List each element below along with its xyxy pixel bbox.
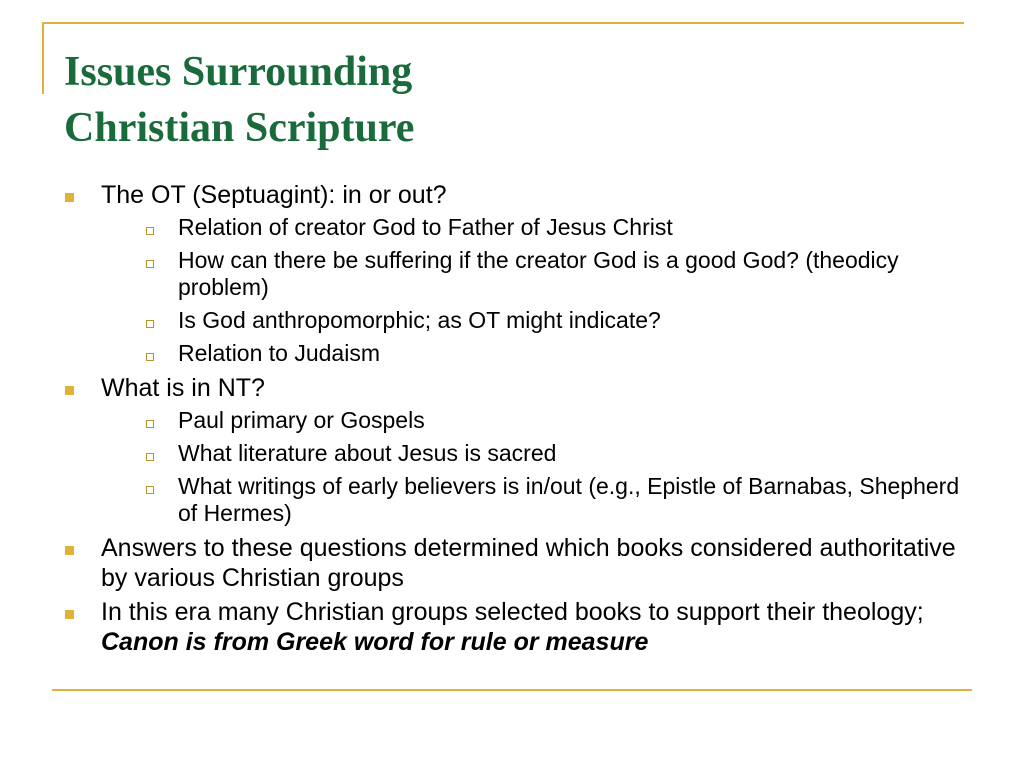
bullet-ot <box>60 180 970 367</box>
bullet-text: Answers to these questions determined which books considered authoritative by various Christian groups <box>101 534 956 592</box>
hollow-square-bullet-icon <box>146 353 154 361</box>
sub-bullet-text: Relation to Judaism <box>178 340 380 366</box>
square-bullet-icon <box>65 546 74 555</box>
bullet-answers <box>60 533 970 593</box>
canon-definition-emphasis: Canon is from Greek word for rule or measure <box>101 628 649 656</box>
square-bullet-icon <box>65 386 74 395</box>
bullet-canon <box>60 597 970 657</box>
hollow-square-bullet-icon <box>146 420 154 428</box>
sub-bullet-text: How can there be suffering if the creator God is a good God? (theodicy problem) <box>178 247 899 300</box>
sub-bullet-text: What writings of early believers is in/out (e.g., Epistle of Barnabas, Shepherd of Hermes) <box>178 473 960 526</box>
sub-bullet <box>101 340 970 367</box>
sub-bullet-list <box>101 214 970 367</box>
top-rule <box>42 22 964 24</box>
sub-bullet-text: Paul primary or Gospels <box>178 407 425 433</box>
bullet-text: What is in NT? <box>101 374 265 402</box>
sub-bullet <box>101 407 970 434</box>
bullet-text: In this era many Christian groups selected books to support their theology; <box>101 598 924 626</box>
bullet-nt <box>60 373 970 527</box>
slide-title-line-2: Christian Scripture <box>64 105 415 151</box>
sub-bullet-text: Is God anthropomorphic; as OT might indicate? <box>178 307 661 333</box>
hollow-square-bullet-icon <box>146 260 154 268</box>
bullet-text: The OT (Septuagint): in or out? <box>101 181 447 209</box>
sub-bullet-list <box>101 407 970 527</box>
bottom-rule <box>52 689 972 691</box>
square-bullet-icon <box>65 610 74 619</box>
hollow-square-bullet-icon <box>146 453 154 461</box>
sub-bullet-text: Relation of creator God to Father of Jesus Christ <box>178 214 673 240</box>
slide-body <box>60 180 970 661</box>
hollow-square-bullet-icon <box>146 486 154 494</box>
sub-bullet <box>101 473 970 527</box>
hollow-square-bullet-icon <box>146 227 154 235</box>
sub-bullet-text: What literature about Jesus is sacred <box>178 440 557 466</box>
sub-bullet <box>101 307 970 334</box>
sub-bullet <box>101 247 970 301</box>
slide-title <box>64 44 414 156</box>
slide-title-line-1: Issues Surrounding <box>64 49 413 95</box>
left-rule <box>42 22 44 94</box>
bullet-list <box>60 180 970 657</box>
square-bullet-icon <box>65 193 74 202</box>
hollow-square-bullet-icon <box>146 320 154 328</box>
sub-bullet <box>101 214 970 241</box>
sub-bullet <box>101 440 970 467</box>
